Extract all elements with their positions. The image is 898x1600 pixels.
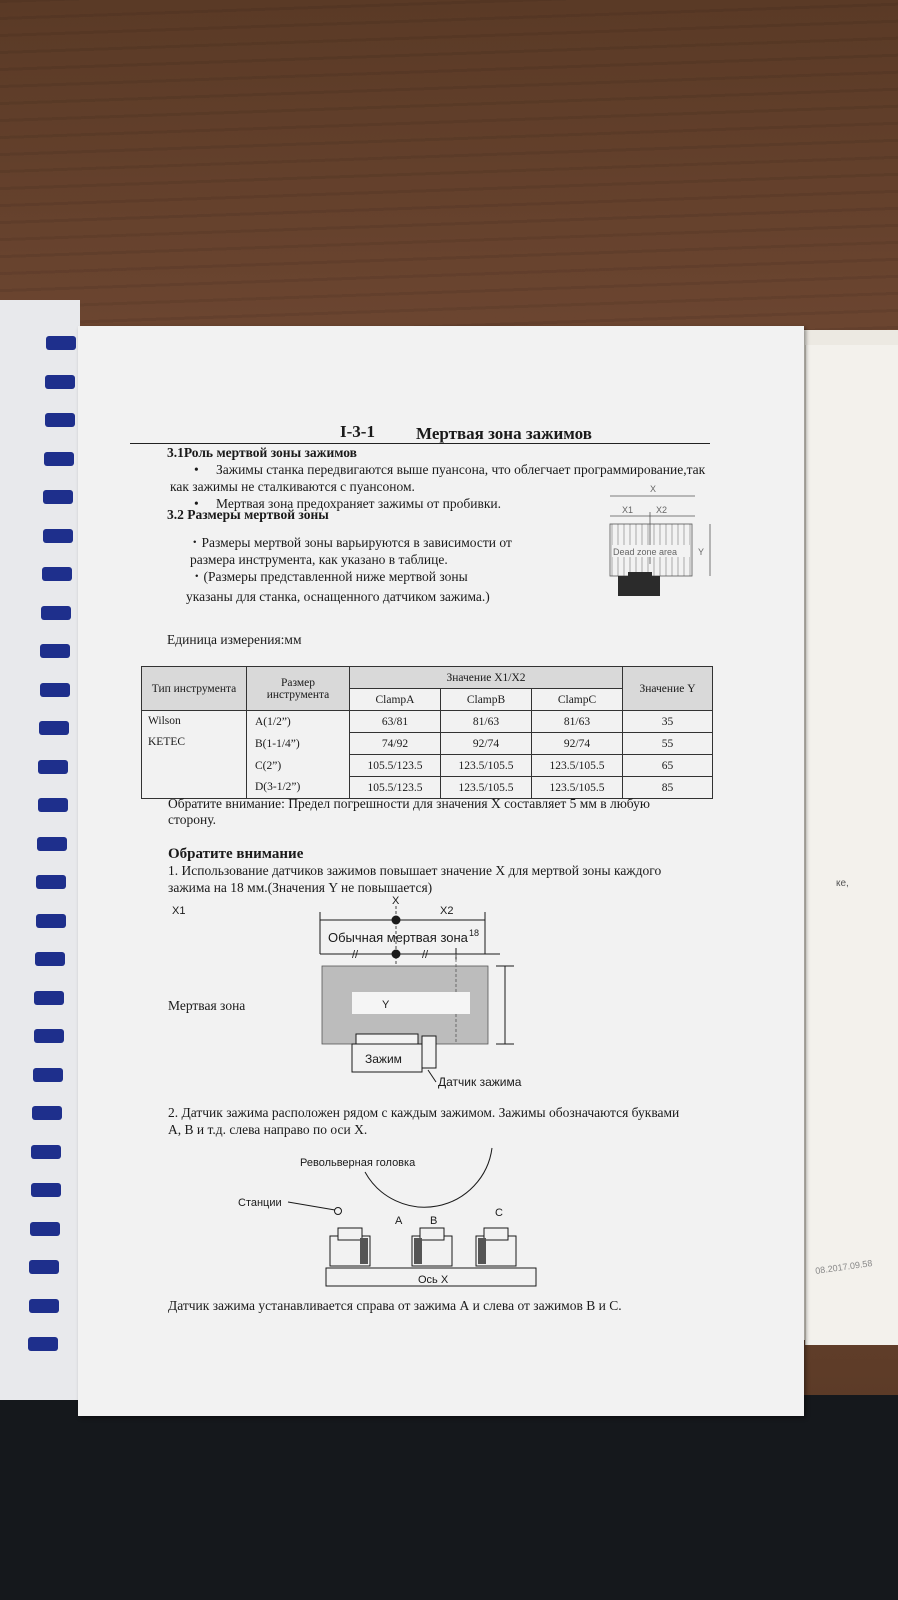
wood-background xyxy=(0,0,898,380)
spiral-binding xyxy=(30,0,90,1420)
note-line1: Обратите внимание: Предел погрешности для значения X составляет 5 мм в любую xyxy=(168,796,650,811)
th-clamp-b: ClampB xyxy=(441,689,532,711)
note-line2: сторону. xyxy=(168,812,216,827)
size-cell: C(2”) xyxy=(247,755,350,777)
fig2-dead-zone-label: Мертвая зона xyxy=(168,998,246,1013)
binding-ring xyxy=(30,1222,60,1236)
binding-ring xyxy=(37,837,67,851)
page-title: Мертвая зона зажимов xyxy=(416,424,592,443)
binding-ring xyxy=(38,798,68,812)
binding-ring xyxy=(29,1299,59,1313)
binding-ring xyxy=(32,1106,62,1120)
dead-zone-table xyxy=(141,666,713,799)
th-clamp-a: ClampA xyxy=(350,689,441,711)
fig3-turret-label: Револьверная головка xyxy=(300,1157,416,1169)
dead-zone-figure xyxy=(600,484,730,616)
size-cell: D(3-1/2”) xyxy=(247,777,350,799)
turret-figure xyxy=(230,1140,560,1290)
binding-ring xyxy=(40,644,70,658)
svg-text://: // xyxy=(352,949,359,961)
binding-ring xyxy=(46,336,76,350)
size-cell: A(1/2”) xyxy=(247,711,350,733)
binding-ring xyxy=(34,1029,64,1043)
tool-type-cell: Wilson KETEC xyxy=(142,711,247,799)
bullet-dot: • xyxy=(194,496,199,511)
binding-ring xyxy=(29,1260,59,1274)
th-x-values: Значение X1/X2 xyxy=(350,667,623,689)
s32-line4: указаны для станка, оснащенного датчиком зажима.) xyxy=(186,589,490,604)
fig1-y-label: Y xyxy=(698,547,705,557)
fig3-axis-label: Ось X xyxy=(418,1274,449,1286)
clamp-a-cell: 63/81 xyxy=(350,711,441,733)
fig3-c-label: C xyxy=(495,1207,503,1219)
bullet-dot: • xyxy=(194,462,199,477)
binding-ring xyxy=(43,490,73,504)
clamp-sensor-figure xyxy=(160,892,580,1092)
s31-bullet1-line1: Зажимы станка передвигаются выше пуансона, что облегчает программирование,так xyxy=(216,462,706,477)
y-cell: 55 xyxy=(623,733,713,755)
s31-bullet1-line2: как зажимы не сталкиваются с пуансоном. xyxy=(170,479,415,494)
clamp-c-cell: 123.5/105.5 xyxy=(532,755,623,777)
clamp-c-cell: 81/63 xyxy=(532,711,623,733)
binding-ring xyxy=(44,452,74,466)
section-3-1-heading: 3.1Роль мертвой зоны зажимов xyxy=(167,445,357,460)
s32-line3: ・(Размеры представленной ниже мертвой зоны xyxy=(190,569,468,584)
clamp-b-cell: 92/74 xyxy=(441,733,532,755)
s32-line2: размера инструмента, как указано в таблице. xyxy=(190,552,448,567)
dark-surface xyxy=(0,1395,898,1600)
fig2-sup18: 18 xyxy=(469,928,480,938)
th-y-value: Значение Y xyxy=(623,667,713,711)
binding-ring xyxy=(41,606,71,620)
clamp-a-cell: 74/92 xyxy=(350,733,441,755)
final-sentence: Датчик зажима устанавливается справа от зажима А и слева от зажимов В и С. xyxy=(168,1298,622,1313)
unit-label: Единица измерения:мм xyxy=(167,632,302,647)
fig2-x2-label: X2 xyxy=(440,905,454,917)
attention-p1-line1: 1. Использование датчиков зажимов повышает значение X для мертвой зоны каждого xyxy=(168,863,662,878)
binding-ring xyxy=(36,875,66,889)
fig3-a-label: A xyxy=(395,1215,403,1227)
fig2-sensor-label: Датчик зажима xyxy=(438,1075,522,1089)
binding-ring xyxy=(45,375,75,389)
binding-ring xyxy=(39,721,69,735)
binding-ring xyxy=(43,529,73,543)
fig2-clamp-label: Зажим xyxy=(365,1052,402,1066)
th-clamp-c: ClampC xyxy=(532,689,623,711)
y-cell: 85 xyxy=(623,777,713,799)
fig1-area-label: Dead zone area xyxy=(613,547,678,557)
clamp-a-cell: 105.5/123.5 xyxy=(350,755,441,777)
back-page xyxy=(805,345,898,1345)
s31-bullet2: Мертвая зона предохраняет зажимы от пробивки. xyxy=(216,496,501,511)
binding-ring xyxy=(28,1337,58,1351)
binding-ring xyxy=(31,1145,61,1159)
binding-ring xyxy=(42,567,72,581)
fig2-normal-zone-label: Обычная мертвая зона xyxy=(328,930,468,945)
fig2-y-label: Y xyxy=(382,999,390,1011)
fig1-x-label: X xyxy=(650,484,657,494)
p2-line1: 2. Датчик зажима расположен рядом с каждым зажимом. Зажимы обозначаются буквами xyxy=(168,1105,680,1120)
fig2-x1-label: X1 xyxy=(172,905,186,917)
attention-heading: Обратите внимание xyxy=(168,846,304,862)
attention-p1-line2: зажима на 18 мм.(Значения Y не повышается) xyxy=(168,880,433,895)
binding-ring xyxy=(38,760,68,774)
th-tool-type: Тип инструмента xyxy=(142,667,247,711)
binding-ring xyxy=(45,413,75,427)
fig3-b-label: B xyxy=(430,1215,438,1227)
clamp-a-cell: 105.5/123.5 xyxy=(350,777,441,799)
clamp-b-cell: 123.5/105.5 xyxy=(441,777,532,799)
clamp-c-cell: 123.5/105.5 xyxy=(532,777,623,799)
section-number: I-3-1 xyxy=(340,422,375,441)
photo-timestamp: 08.2017.09.58 xyxy=(814,1258,873,1276)
fig1-x2-label: X2 xyxy=(656,505,668,515)
section-3-2-heading: 3.2 Размеры мертвой зоны xyxy=(167,507,329,522)
fig3-stations-label: Станции xyxy=(238,1197,282,1209)
binding-ring xyxy=(36,914,66,928)
binding-ring xyxy=(40,683,70,697)
fig2-x-label: X xyxy=(392,895,400,907)
binding-ring xyxy=(31,1183,61,1197)
fig1-x1-label: X1 xyxy=(622,505,634,515)
binding-ring xyxy=(35,952,65,966)
p2-line2: А, В и т.д. слева направо по оси X. xyxy=(168,1122,368,1137)
clamp-c-cell: 92/74 xyxy=(532,733,623,755)
y-cell: 35 xyxy=(623,711,713,733)
y-cell: 65 xyxy=(623,755,713,777)
th-tool-size: Размер инструмента xyxy=(247,667,350,711)
clamp-b-cell: 81/63 xyxy=(441,711,532,733)
binding-ring xyxy=(34,991,64,1005)
binding-ring xyxy=(33,1068,63,1082)
edge-text-fragment: ке, xyxy=(836,878,849,889)
clamp-b-cell: 123.5/105.5 xyxy=(441,755,532,777)
svg-text://: // xyxy=(422,949,429,961)
s32-line1: ・Размеры мертвой зоны варьируются в зависимости от xyxy=(188,535,512,550)
size-cell: B(1-1/4”) xyxy=(247,733,350,755)
